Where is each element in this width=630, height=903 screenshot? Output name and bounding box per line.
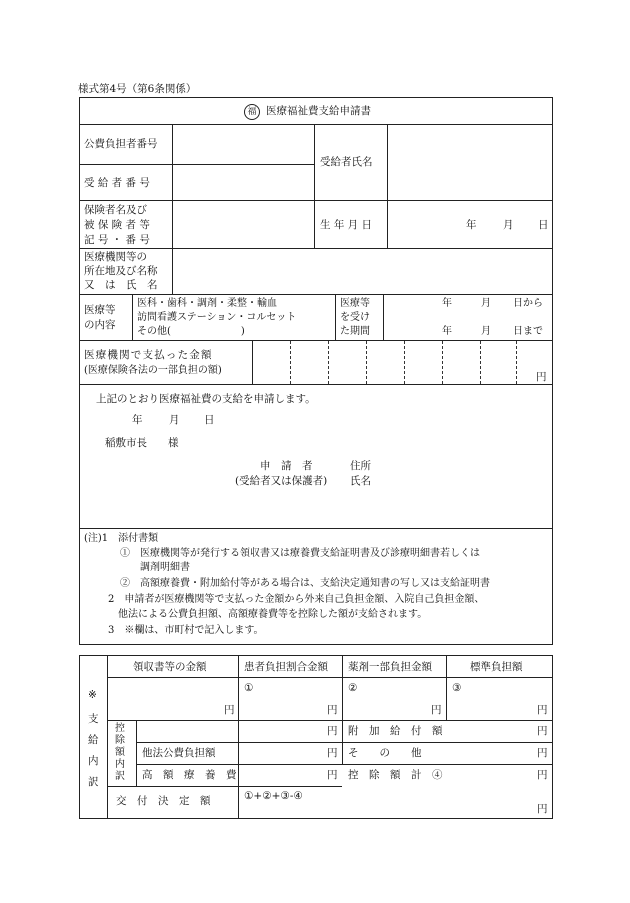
insurer-label-line2: 被 保 険 者 等 bbox=[84, 219, 150, 231]
divider bbox=[446, 655, 447, 721]
divider bbox=[238, 655, 239, 819]
institution-label-line1: 医療機関等の bbox=[84, 251, 147, 263]
digit-separator bbox=[442, 341, 443, 384]
birth-month-unit: 月 bbox=[503, 219, 514, 231]
yen-unit: 円 bbox=[327, 725, 338, 737]
divider bbox=[383, 294, 384, 340]
note-1-item-2: ② 高額療養費・附加給付等がある場合は、支給決定通知書の写し又は支給証明書 bbox=[120, 578, 490, 589]
digit-separator bbox=[404, 341, 405, 384]
content-label-line2: の内容 bbox=[84, 319, 116, 331]
digit-separator bbox=[516, 341, 517, 384]
divider bbox=[107, 786, 342, 787]
guardian-label: (受給者又は保護者) bbox=[235, 475, 328, 487]
divider bbox=[79, 528, 553, 529]
recipient-name-label: 受給者氏名 bbox=[320, 156, 373, 168]
divider bbox=[136, 742, 553, 743]
applicant-address-label: 住所 bbox=[350, 460, 371, 472]
declaration-text: 上記のとおり医療福祉費の支給を申請します。 bbox=[96, 393, 316, 405]
period-to-month: 月 bbox=[481, 326, 491, 337]
digit-separator bbox=[480, 341, 481, 384]
side-label-char: 給 bbox=[88, 734, 99, 746]
header-standard-share: 標準負担額 bbox=[470, 661, 523, 673]
yen-unit: 円 bbox=[327, 747, 338, 759]
divider bbox=[107, 677, 553, 678]
period-from-year: 年 bbox=[442, 298, 452, 309]
grant-amount-label: 交 付 決 定 額 bbox=[116, 795, 211, 807]
form-number: 様式第4号（第6条関係） bbox=[78, 83, 197, 95]
applicant-label: 申 請 者 bbox=[260, 460, 313, 472]
divider bbox=[136, 720, 137, 786]
deduct-label-char: 控 bbox=[115, 723, 125, 734]
insurer-label-line1: 保険者名及び bbox=[84, 204, 147, 216]
note-1-heading: (注)1 添付書類 bbox=[84, 533, 159, 544]
note-3: 3 ※欄は、市町村で記入します。 bbox=[108, 625, 264, 636]
yen-unit: 円 bbox=[537, 769, 548, 781]
divider bbox=[252, 340, 253, 384]
additional-benefit-label: 附 加 給 付 額 bbox=[348, 725, 443, 737]
side-label-char: 内 bbox=[88, 755, 99, 767]
note-1-item-1: ① 医療機関等が発行する領収書又は療養費支給証明書及び診療明細書若しくは bbox=[120, 548, 480, 559]
recipient-number-label: 受 給 者 番 号 bbox=[84, 177, 150, 189]
grant-formula: ①+②+③-④ bbox=[244, 790, 303, 802]
birth-year-unit: 年 bbox=[466, 219, 477, 231]
period-to-day: 日まで bbox=[513, 326, 543, 337]
title-seal-icon: 福 bbox=[244, 104, 260, 120]
deduct-total-label: 控 除 額 計 ④ bbox=[348, 769, 443, 781]
divider bbox=[79, 340, 553, 341]
declaration-day-unit: 日 bbox=[204, 414, 215, 426]
side-label-char: ※ bbox=[88, 689, 97, 701]
other-label: そ の 他 bbox=[348, 747, 422, 759]
institution-label-line2: 所在地及び名称 bbox=[84, 265, 158, 277]
divider bbox=[79, 200, 553, 201]
divider bbox=[79, 384, 553, 385]
declaration-year-unit: 年 bbox=[132, 414, 143, 426]
header-drug-share: 薬剤一部負担金額 bbox=[348, 661, 432, 673]
divider bbox=[79, 294, 553, 295]
content-label-line1: 医療等 bbox=[84, 304, 116, 316]
divider bbox=[79, 248, 553, 249]
period-label-line1: 医療等 bbox=[340, 298, 370, 309]
divider bbox=[387, 124, 388, 248]
period-label-line2: を受け bbox=[340, 312, 370, 323]
form-title: 医療福祉費支給申請書 bbox=[266, 105, 371, 117]
yen-unit: 円 bbox=[537, 704, 548, 716]
deduct-label-char: 内 bbox=[115, 759, 125, 770]
digit-separator bbox=[366, 341, 367, 384]
divider bbox=[314, 124, 315, 248]
applicant-name-label: 氏名 bbox=[350, 475, 371, 487]
high-cost-label: 高 額 療 養 費 bbox=[142, 769, 237, 781]
note-2-line1: 2 申請者が医療機関等で支払った金額から外来自己負担金額、入院自己負担金額、 bbox=[108, 594, 485, 605]
divider bbox=[107, 720, 553, 721]
divider bbox=[172, 248, 173, 294]
addressee: 稲敷市長 様 bbox=[105, 437, 179, 449]
content-option-2: 訪問看護ステーション・コルセット bbox=[137, 312, 297, 323]
header-receipt-amount: 領収書等の金額 bbox=[133, 661, 207, 673]
yen-unit: 円 bbox=[537, 803, 548, 815]
digit-separator bbox=[290, 341, 291, 384]
yen-unit: 円 bbox=[537, 747, 548, 759]
institution-label-line3: 又 は 氏 名 bbox=[84, 279, 158, 291]
yen-unit: 円 bbox=[431, 704, 442, 716]
side-label-char: 訳 bbox=[88, 776, 99, 788]
divider bbox=[107, 655, 108, 819]
divider bbox=[132, 294, 133, 340]
yen-unit: 円 bbox=[537, 725, 548, 737]
content-option-1: 医科・歯科・調剤・柔整・輸血 bbox=[137, 298, 277, 309]
divider bbox=[172, 124, 173, 248]
insurer-label-line3: 記 号 ・ 番 号 bbox=[84, 234, 150, 246]
divider bbox=[342, 655, 343, 765]
header-patient-share: 患者負担割合金額 bbox=[244, 661, 328, 673]
period-from-month: 月 bbox=[481, 298, 491, 309]
other-public-label: 他法公費負担額 bbox=[142, 747, 216, 759]
circled-2: ② bbox=[348, 682, 358, 694]
side-label-char: 支 bbox=[88, 713, 99, 725]
birthdate-label: 生 年 月 日 bbox=[320, 219, 373, 231]
yen-unit: 円 bbox=[224, 704, 235, 716]
divider bbox=[136, 764, 553, 765]
content-option-3: その他( ) bbox=[137, 326, 245, 337]
paid-amount-yen: 円 bbox=[536, 371, 547, 383]
deduct-label-char: 除 bbox=[115, 735, 125, 746]
paid-amount-label-line1: 医療機関で支払った金額 bbox=[84, 349, 213, 361]
divider bbox=[79, 164, 314, 165]
divider bbox=[335, 294, 336, 340]
note-1-item-1-cont: 調剤明細書 bbox=[140, 562, 190, 573]
birth-day-unit: 日 bbox=[538, 219, 549, 231]
yen-unit: 円 bbox=[327, 769, 338, 781]
circled-3: ③ bbox=[452, 682, 462, 694]
note-2-line2: 他法による公費負担額、高額療養費等を控除した額が支給されます。 bbox=[118, 609, 428, 620]
digit-separator bbox=[328, 341, 329, 384]
divider bbox=[79, 124, 553, 125]
declaration-month-unit: 月 bbox=[169, 414, 180, 426]
period-from-day: 日から bbox=[513, 298, 543, 309]
yen-unit: 円 bbox=[327, 704, 338, 716]
public-payer-number-label: 公費負担者番号 bbox=[84, 138, 158, 150]
deduct-label-char: 額 bbox=[115, 747, 125, 758]
period-to-year: 年 bbox=[442, 326, 452, 337]
paid-amount-label-line2: (医療保険各法の一部負担の額) bbox=[84, 365, 222, 376]
period-label-line3: た期間 bbox=[340, 326, 370, 337]
deduct-label-char: 訳 bbox=[115, 771, 125, 782]
circled-1: ① bbox=[244, 682, 254, 694]
